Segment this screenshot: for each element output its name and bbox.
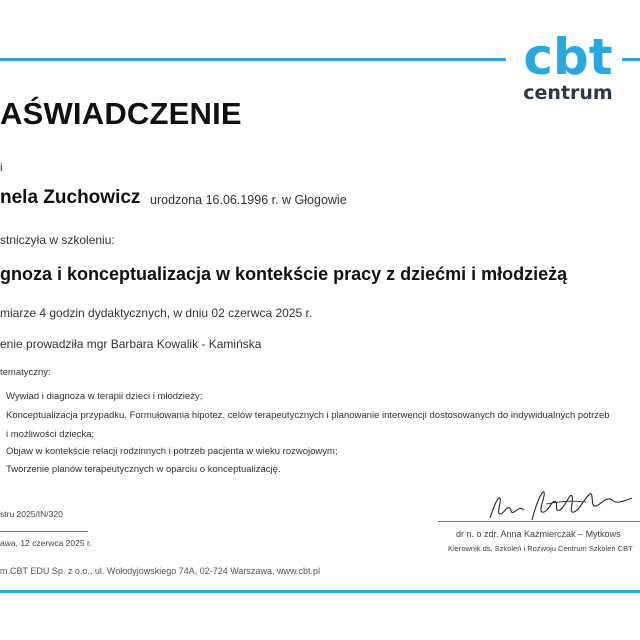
cbt-centrum-logo	[516, 24, 620, 104]
bottom-accent-line	[0, 590, 640, 593]
trainer-text: enie prowadziła mgr Barbara Kowalik - Kamińska	[0, 337, 262, 351]
signature-line-left	[0, 531, 88, 532]
signer-name: dr n. o zdr. Anna Kaźmierczak – Mytkows	[456, 529, 621, 539]
course-title: gnoza i konceptualizacja w kontekście pracy z dziećmi i młodzieżą	[0, 264, 568, 284]
logo-primary-text: cbt	[523, 28, 613, 86]
hours-text: miarze 4 godzin dydaktycznych, w dniu 02 czerwca 2025 r.	[0, 306, 313, 320]
participant-name: nela Zuchowicz	[0, 187, 141, 208]
registry-number: stru 2025/IN/320	[0, 509, 63, 519]
program-item: Wywiad i diagnoza w terapii dzieci i młodzieży;	[6, 391, 203, 402]
program-item: Tworzenie planów terapeutycznych w oparciu o konceptualizację.	[6, 464, 281, 475]
footer-address: m CBT EDU Sp. z o.o., ul. Wołodyjowskiego 74A, 02-724 Warszawa, www.cbt.pl	[0, 566, 320, 576]
participant-birth: urodzona 16.06.1996 r. w Głogowie	[150, 193, 347, 207]
certificate-title: AŚWIADCZENIE	[0, 96, 242, 131]
signer-role: Kierownik ds. Szkoleń i Rozwoju Centrum Szkoleń CBT	[448, 544, 633, 553]
top-accent-line	[0, 58, 506, 61]
program-item: Objaw w kontekście relacji rodzinnych i potrzeb pacjenta w wieku rozwojowym;	[6, 446, 338, 457]
top-accent-line-right	[622, 58, 640, 61]
place-date: awa, 12 czerwca 2025 r.	[0, 538, 92, 548]
pan-label: i	[0, 160, 3, 174]
program-item-continuation: i możliwości dziecka;	[6, 429, 95, 440]
program-item: Konceptualizacja przypadku. Formułowania hipotez, celów terapeutycznych i planowanie interwencji dostosowanych do indywidualnych potrzeb	[6, 410, 610, 421]
program-label: tematyczny:	[0, 367, 51, 378]
signature-line-right	[438, 521, 640, 522]
participation-text: stniczyła w szkoleniu:	[0, 233, 115, 247]
logo-secondary-text: centrum	[523, 82, 613, 104]
